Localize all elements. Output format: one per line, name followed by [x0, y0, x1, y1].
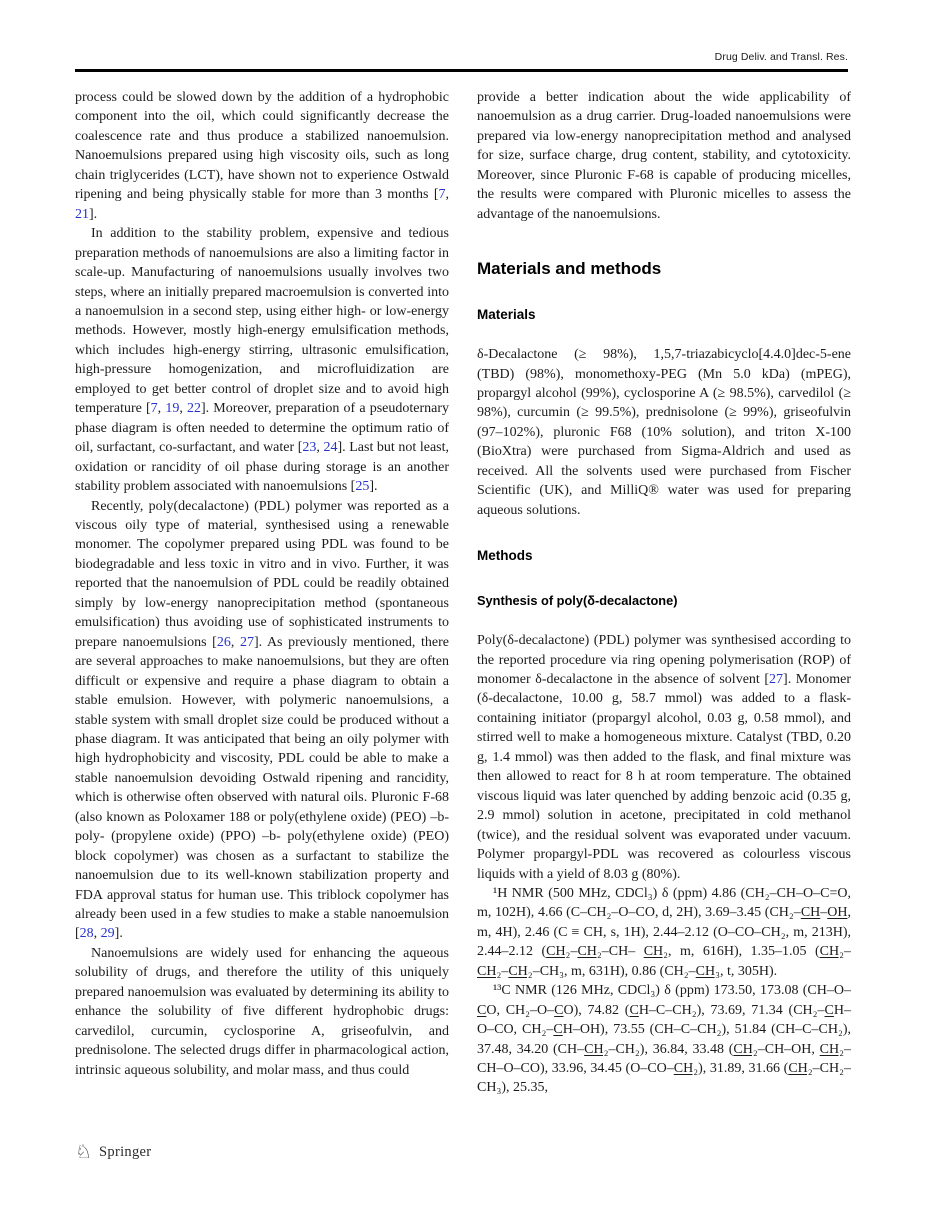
- header-rule: [75, 69, 848, 72]
- h-nmr-paragraph: ¹H NMR (500 MHz, CDCl₃) δ (ppm) 4.86 (CH₂–CH–O–C=O, m, 102H), 4.66 (C–CH₂–O–CO, d, 2H), 3.69–3.45 (CH₂–CH–OH, m, 4H), 2.46 (C ≡ CH, s, 1H), 2.44–2.12 (O–CO–CH₂, m, 213H), 2.44–2.12 (CH₂–CH₂–CH– CH₂, m, 616H), 1.35–1.05 (CH₂–CH₂–CH₂–CH₃, m, 631H), 0.86 (CH₂–CH₃, t, 305H).: [477, 885, 851, 979]
- body-paragraph: In addition to the stability problem, expensive and tedious preparation methods of nanoemulsions are also a limiting factor in scale-up. Manufacturing of nanoemulsions usually involves two steps, where an initially prepared macroemulsion is converted into a nanoemulsion in a second step, using either high- or low-energy methods. However, mostly high-energy emulsification methods, which includes high-energy stirring, ultrasonic emulsification, high-pressure homogenization, and microfluidization are employed to get better control of droplet size and to avoid high temperature [7, 19, 22]. Moreover, preparation of a pseudoternary phase diagram is often needed to determine the optimum ratio of oil, surfactant, co-surfactant, and water [23, 24]. Last but not least, oxidation or rancidity of oil phase during storage is an another stability problem associated with nanoemulsions [25].: [75, 226, 449, 495]
- publisher-label: Springer: [99, 1143, 152, 1160]
- citation-link[interactable]: 27: [239, 634, 254, 650]
- citation-link[interactable]: 29: [100, 926, 115, 942]
- subheading-methods: Methods: [477, 548, 533, 564]
- c-nmr-paragraph: ¹³C NMR (126 MHz, CDCl₃) δ (ppm) 173.50, 173.08 (CH–O–CO, CH₂–O–CO), 74.82 (CH–C–CH₂), 73.69, 71.34 (CH₂–CH–O–CO, CH₂–CH–OH), 73.55 (CH–C–CH₂), 51.84 (CH–C–CH₂), 37.48, 34.20 (CH–CH₂–CH₂), 36.84, 33.48 (CH₂–CH–OH, CH₂–CH–O–CO), 33.96, 34.45 (O–CO–CH₂), 31.89, 31.66 (CH₂–CH₂–CH₃), 25.35,: [477, 983, 851, 1096]
- journal-header: Drug Deliv. and Transl. Res.: [714, 51, 848, 63]
- subheading-materials: Materials: [477, 306, 536, 322]
- materials-paragraph: δ-Decalactone (≥ 98%), 1,5,7-triazabicyclo[4.4.0]dec-5-ene (TBD) (98%), monomethoxy-PEG (Mn 5.0 kDa) (mPEG), propargyl alcohol (99%), cyclosporine A (≥ 98.5%), carvedilol (≥ 98%), curcumin (≥ 99.5%), prednisolone (≥ 99%), griseofulvin (97–102%), pluronic F68 (10% solution), and triton X-100 (BioXtra) were purchased from Sigma-Aldrich and used as received. All the solvents used were purchased from Fischer Scientific (UK), and MilliQ® water was used for preparing aqueous solutions.: [477, 347, 851, 518]
- citation-link[interactable]: 7: [150, 401, 158, 417]
- citation-link[interactable]: 24: [323, 440, 338, 456]
- citation-link[interactable]: 28: [79, 926, 94, 942]
- body-paragraph: process could be slowed down by the addition of a hydrophobic component into the oil, which could significantly decrease the coalescence rate and thus produce a stabilized nanoemulsion. Nanoemulsions prepared using high viscosity oils, such as long chain triglycerides (LCT), have shown not to experience Ostwald ripening and being physically stable for more than 3 months [7, 21].: [75, 90, 449, 222]
- springer-knight-icon: ♘: [75, 1141, 93, 1163]
- citation-link[interactable]: 26: [216, 634, 231, 650]
- left-column: [75, 88, 449, 1130]
- section-heading-materials-and-methods: Materials and methods: [477, 259, 662, 279]
- right-column: [477, 88, 851, 1130]
- citation-link[interactable]: 23: [302, 440, 317, 456]
- synthesis-paragraph: Poly(δ-decalactone) (PDL) polymer was synthesised according to the reported procedure via ring opening polymerisation (ROP) of monomer δ-decalactone in the absence of solvent [27]. Monomer (δ-decalactone, 10.00 g, 58.7 mmol) was added to a flask-containing initiator (propargyl alcohol, 0.03 g, 0.58 mmol), and stirred well to make a homogeneous mixture. Catalyst (TBD, 0.20 g, 1.4 mmol) was then added to the flask, and final mixture was then allowed to react for 8 h at room temperature. The obtained viscous liquid was later quenched by adding benzoic acid (0.35 g, 2.9 mmol) solution in acetone, precipitated in cold methanol (twice), and the residual solvent was evaporated under vacuum. Polymer propargyl-PDL was recovered as colourless viscous liquids with a yield of 8.03 g (80%).: [477, 633, 851, 882]
- body-paragraph: provide a better indication about the wide applicability of nanoemulsion as a drug carrier. Drug-loaded nanoemulsions were prepared via low-energy nanoprecipitation method and analysed for size, surface charge, drug content, stability, and cytotoxicity. Moreover, since Pluronic F-68 is capable of producing micelles, the results were compared with Pluronic micelles to assess the advantage of the nanoemulsions.: [477, 90, 851, 222]
- citation-link[interactable]: 27: [769, 671, 784, 687]
- body-paragraph: Recently, poly(decalactone) (PDL) polymer was reported as a viscous oily type of material, synthesised using a renewable monomer. The copolymer prepared using PDL was found to be biodegradable and less toxic in vitro and in vivo. Further, it was reported that the nanoemulsion of PDL could be readily obtained simply by low-energy nanoprecipitation method (spontaneous emulsification) thus avoiding use of sophisticated instruments to prepare nanoemulsions [26, 27]. As previously mentioned, there are several approaches to make nanoemulsions, but they are often difficult or expensive and require a phase diagram to obtain a stable emulsion. However, with polymeric nanoemulsions, a stable system with small droplet size could be produced without a phase diagram. It was anticipated that being an oily polymer with high hydrophobicity and viscosity, PDL could be able to make a stable nanoemulsion devoiding Ostwald ripening and rancidity, which is otherwise often observed with natural oils. Pluronic F-68 (also known as Poloxamer 188 or poly(ethylene oxide) (PEO) –b-poly- (propylene oxide) (PPO) –b- poly(ethylene oxide) (PEO) block copolymer) was chosen as a surfactant to stabilize the nanoemulsion due to its well-known stabilization property and FDA approval status for human use. This triblock copolymer has already been used in a few studies to make a stable nanoemulsion [28, 29].: [75, 498, 449, 942]
- citation-link[interactable]: 22: [186, 401, 201, 417]
- citation-link[interactable]: 7: [438, 187, 446, 203]
- page-footer: [75, 1141, 151, 1163]
- body-paragraph: Nanoemulsions are widely used for enhancing the aqueous solubility of drugs, and therefore the utility of this uniquely prepared nanoemulsion was evaluated by determining its ability to enhance the solubility of five different hydrophobic drugs: carvedilol, curcumin, cyclosporine A, griseofulvin, and prednisolone. The selected drugs differ in pharmacological action, intrinsic aqueous solubility, and molar mass, and thus could: [75, 945, 449, 1078]
- citation-link[interactable]: 19: [165, 401, 180, 417]
- citation-link[interactable]: 21: [75, 206, 89, 222]
- citation-link[interactable]: 25: [355, 479, 370, 495]
- subheading-synthesis: Synthesis of poly(δ-decalactone): [477, 592, 678, 608]
